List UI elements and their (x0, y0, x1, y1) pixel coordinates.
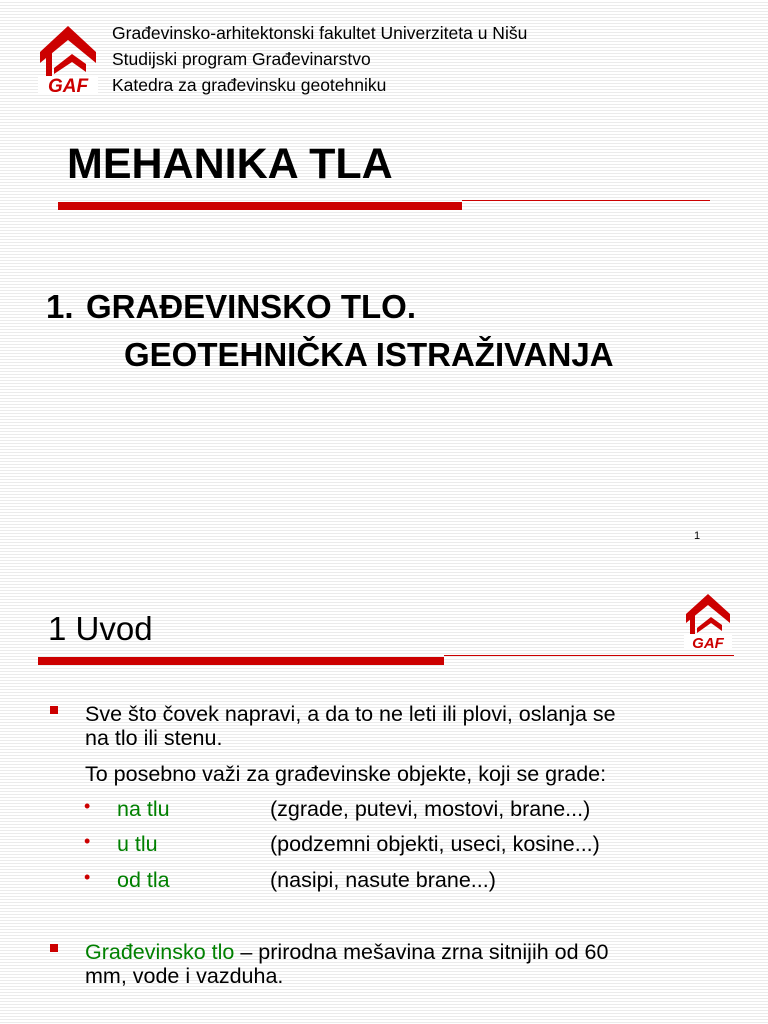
title-underline-thick (58, 202, 462, 210)
gaf-logo-mark (38, 16, 98, 96)
sub-bullet-dot-icon: • (84, 831, 91, 851)
institution-program: Studijski program Građevinarstvo (112, 49, 371, 69)
slide2-underline-thin (444, 655, 734, 656)
chapter-number: 1. (46, 288, 74, 325)
gaf-logo-small (684, 586, 732, 652)
gaf-logo-text: GAF (47, 76, 89, 96)
chapter-title-line2: GEOTEHNIČKA ISTRAŽIVANJA (124, 336, 614, 373)
sub-item-term: na tlu (117, 797, 170, 821)
bullet-square-icon (50, 944, 58, 952)
title-underline-thin (462, 200, 710, 201)
sub-bullet-dot-icon: • (84, 867, 91, 887)
page-number: 1 (694, 530, 701, 542)
bullet2-line2: mm, vode i vazduha. (85, 964, 284, 988)
bullet2-rest: – prirodna mešavina zrna sitnijih od 60 (234, 940, 609, 964)
bullet-square-icon (50, 706, 58, 714)
bullet1-line3: To posebno važi za građevinske objekte, koji se grade: (85, 762, 607, 786)
gaf-logo-small-text: GAF (692, 635, 724, 652)
bullet2-line1 (85, 940, 608, 964)
sub-item-term: od tla (117, 868, 170, 892)
bullet1-line1: Sve što čovek napravi, a da to ne leti ili plovi, oslanja se (85, 702, 616, 726)
gaf-logo-small-mark (684, 586, 732, 652)
sub-item-desc: (podzemni objekti, useci, kosine...) (270, 832, 600, 856)
sub-bullet-dot-icon: • (84, 796, 91, 816)
slide1-title: MEHANIKA TLA (67, 140, 393, 188)
sub-item-term: u tlu (117, 832, 158, 856)
slide2-underline-thick (38, 657, 444, 665)
bullet2-term: Građevinsko tlo (85, 940, 235, 964)
sub-item-desc: (nasipi, nasute brane...) (270, 868, 496, 892)
slide2-title: 1 Uvod (48, 610, 153, 647)
sub-item-desc: (zgrade, putevi, mostovi, brane...) (270, 797, 591, 821)
institution-department: Katedra za građevinsku geotehniku (112, 75, 387, 95)
gaf-logo (38, 16, 98, 96)
bullet1-line2: na tlo ili stenu. (85, 726, 223, 750)
chapter-title-line1: GRAĐEVINSKO TLO. (86, 288, 417, 325)
institution-faculty: Građevinsko-arhitektonski fakultet Univerziteta u Nišu (112, 23, 528, 43)
